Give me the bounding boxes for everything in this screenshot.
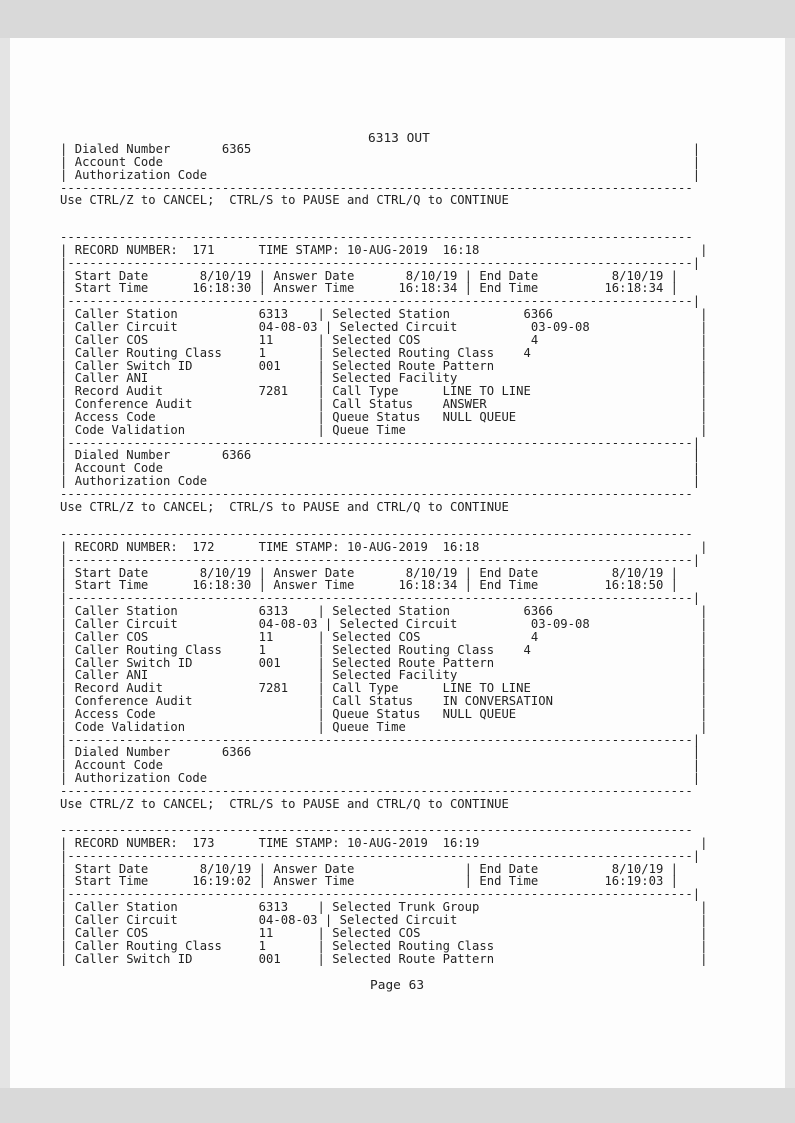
page-header: 6313 OUT (368, 131, 430, 146)
scan-bottom-band (0, 1088, 795, 1123)
log-line: | Authorization Code | (60, 167, 701, 182)
log-line: | Account Code | (60, 758, 701, 773)
log-line: | Start Time 16:19:02 | Answer Time | End Time 16:19:03 | (60, 874, 679, 889)
log-line: | Start Date 8/10/19 | Answer Date | End Date 8/10/19 | (60, 861, 679, 876)
log-line: Use CTRL/Z to CANCEL; CTRL/S to PAUSE and CTRL/Q to CONTINUE (60, 499, 509, 514)
log-line: | RECORD NUMBER: 171 TIME STAMP: 10-AUG-2019 16:18 | (60, 242, 708, 257)
log-line: |-------------------------------------------------------------------------------------| (60, 435, 701, 450)
log-line: | Code Validation | Queue Time | (60, 719, 708, 734)
page-footer: Page 63 (370, 978, 425, 993)
log-line: | Start Time 16:18:30 | Answer Time 16:18:34 | End Time 16:18:34 | (60, 281, 679, 296)
log-line: | Caller Routing Class 1 | Selected Routing Class 4 | (60, 345, 708, 360)
scan-top-band (0, 0, 795, 38)
log-line: | Conference Audit | Call Status ANSWER | (60, 397, 708, 412)
log-line: | Account Code | (60, 461, 701, 476)
log-line: | Authorization Code | (60, 474, 701, 489)
log-line: | Conference Audit | Call Status IN CONVERSATION | (60, 694, 708, 709)
log-line: |-------------------------------------------------------------------------------------| (60, 552, 701, 567)
log-line: Use CTRL/Z to CANCEL; CTRL/S to PAUSE and CTRL/Q to CONTINUE (60, 796, 509, 811)
log-line: | Dialed Number 6366 | (60, 745, 701, 760)
log-line: |-------------------------------------------------------------------------------------| (60, 255, 701, 270)
log-line: | Caller COS 11 | Selected COS | (60, 925, 708, 940)
log-line: |-------------------------------------------------------------------------------------| (60, 591, 701, 606)
log-line: | Dialed Number 6365 | (60, 142, 701, 156)
log-line: | Caller Station 6313 | Selected Station 6366 | (60, 307, 708, 322)
log-line: | Authorization Code | (60, 771, 701, 786)
log-line: | Caller Switch ID 001 | Selected Route Pattern | (60, 655, 708, 670)
log-line: | Code Validation | Queue Time | (60, 422, 708, 437)
log-line: | Caller ANI | Selected Facility | (60, 668, 708, 683)
log-line: | Caller COS 11 | Selected COS 4 | (60, 332, 708, 347)
log-line: Use CTRL/Z to CANCEL; CTRL/S to PAUSE and CTRL/Q to CONTINUE (60, 193, 509, 208)
log-line: -------------------------------------------------------------------------------------- (60, 180, 693, 195)
log-line: |-------------------------------------------------------------------------------------| (60, 887, 701, 902)
log-line: | Account Code | (60, 154, 701, 169)
log-line: | Record Audit 7281 | Call Type LINE TO LINE | (60, 384, 708, 399)
log-line: | Access Code | Queue Status NULL QUEUE | (60, 409, 708, 424)
log-line: | Caller Routing Class 1 | Selected Routing Class 4 | (60, 642, 708, 657)
log-line: | Start Time 16:18:30 | Answer Time 16:18:34 | End Time 16:18:50 | (60, 578, 679, 593)
log-line: | Caller Station 6313 | Selected Trunk Group | (60, 900, 708, 915)
log-line: | RECORD NUMBER: 172 TIME STAMP: 10-AUG-2019 16:18 | (60, 539, 708, 554)
log-line: | Start Date 8/10/19 | Answer Date 8/10/19 | End Date 8/10/19 | (60, 565, 679, 580)
log-line: | Caller COS 11 | Selected COS 4 | (60, 629, 708, 644)
log-line: -------------------------------------------------------------------------------------- (60, 527, 693, 541)
log-line: | Caller Switch ID 001 | Selected Route Pattern | (60, 358, 708, 373)
log-line: -------------------------------------------------------------------------------------- (60, 784, 693, 798)
log-line: -------------------------------------------------------------------------------------- (60, 823, 693, 837)
log-line: | Caller Circuit 04-08-03 | Selected Circuit 03-09-08 | (60, 616, 708, 631)
log-line: | Record Audit 7281 | Call Type LINE TO LINE | (60, 681, 708, 696)
log-line: | Access Code | Queue Status NULL QUEUE | (60, 706, 708, 721)
log-line: | RECORD NUMBER: 173 TIME STAMP: 10-AUG-2019 16:19 | (60, 835, 708, 850)
log-line: -------------------------------------------------------------------------------------- (60, 230, 693, 244)
log-line: -------------------------------------------------------------------------------------- (60, 487, 693, 501)
log-line: | Caller Switch ID 001 | Selected Route Pattern | (60, 951, 708, 966)
log-line: | Caller Circuit 04-08-03 | Selected Circuit | (60, 912, 708, 927)
log-line: | Caller Routing Class 1 | Selected Routing Class | (60, 938, 708, 953)
log-line: | Caller Station 6313 | Selected Station 6366 | (60, 604, 708, 619)
log-line: | Caller ANI | Selected Facility | (60, 371, 708, 386)
log-line: | Caller Circuit 04-08-03 | Selected Circuit 03-09-08 | (60, 319, 708, 334)
log-line: |-------------------------------------------------------------------------------------| (60, 294, 701, 309)
log-line: | Start Date 8/10/19 | Answer Date 8/10/19 | End Date 8/10/19 | (60, 268, 679, 283)
log-line: |-------------------------------------------------------------------------------------| (60, 848, 701, 863)
log-line: | Dialed Number 6366 | (60, 448, 701, 463)
log-line: |-------------------------------------------------------------------------------------| (60, 732, 701, 747)
